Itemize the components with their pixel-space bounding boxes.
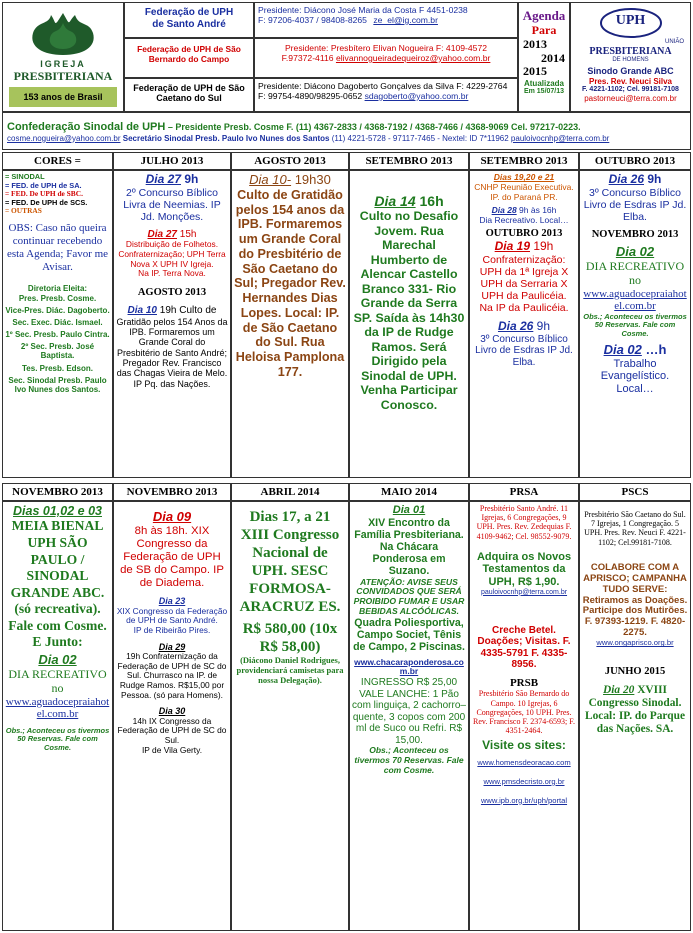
header-setembro-2013: SETEMBRO 2013 (349, 152, 469, 170)
logo-box (2, 2, 124, 112)
fed-scs-info: Presidente: Diácono Dagoberto Gonçalves da Silva F: 4229-2764 F: 99754-4890/98295-0652 sdagoberto@yahoo.com.br (254, 78, 518, 112)
header-novembro-2013: NOVEMBRO 2013 (2, 483, 113, 501)
header-novembro-2013-b: NOVEMBRO 2013 (113, 483, 231, 501)
julho-column: Dia 27 9h 2º Concurso Bíblico Livra de Neemias. IP Jd. Monções. Dia 27 15h Distribuição de Folhetos. Confraternização; UPH Terra Nova X UPH IV Igreja. Na IP. Terra Nova. AGOSTO 2013 Dia 10 19h Culto de Gratidão pelos 154 Anos da IPB. Formaremos um Grande Coral do Presbitério de Santo André; Pregador Rev. Francisco das Chagas Vieira de Melo. IP Pq. das Nações. (113, 170, 231, 478)
fed-sa-info: Presidente: Diácono José Maria da Costa F 4451-0238 F: 97206-4037 / 98408-8265 ze_el@ig.com.br (254, 2, 518, 38)
novembro-b-column: Dia 09 8h às 18h. XIX Congresso da Federação de UPH de SB do Campo. IP de Diadema. Dia 23 XIX Congresso da Federação de UPH de Santo André. IP de Ribeirão Pires. Dia 29 19h Confraternização da Federação de UPH de SC do Sul. Churrasco na IP. de Rudge Ramos. R$15,00 por Pessoa. (só para Homens). Dia 30 14h IX Congresso da Federação de UPH de SC do Sul. IP de Vila Gerty. (113, 501, 231, 931)
setembro-b-column: Dias 19,20 e 21 CNHP Reunião Executiva. IP. do Paraná PR. Dia 28 9h às 16h Dia Recreativo. Local… OUTUBRO 2013 Dia 19 19h Confraternização: UPH da 1ª Igreja X UPH da Serraria X UPH da Paulicéia. Na IP da Paulicéia. Dia 26 9h 3º Concurso Bíblico Livro de Esdras IP Jd. Elba. (469, 170, 579, 478)
prsa-column: Presbitério Santo André. 11 Igrejas, 6 Congregações, 9 UPH. Pres. Rev. Zedequias F. 4109-9462; Cel. 98552-9079. Adquira os Novos Testamentos da UPH, R$ 1,90. pauloivocnhp@terra.com.br Creche Betel. Doações; Visitas. F. 4335-5791 F. 4335-8956. PRSB Presbitério São Bernardo do Campo. 10 Igrejas, 6 Congregações, 10 UPH. Pres. Rev. Francisco F. 2374-6593; F. 4351-2464. Visite os sites: www.homensdeoracao.com www.pmsdecristo.org.br www.ipb.org.br/uph/portal (469, 501, 579, 931)
setembro-column: Dia 14 16h Culto no Desafio Jovem. Rua Marechal Humberto de Alencar Castello Branco 331- Rio Grande da Serra SP. Saída às 14h30 da IP de Rudge Ramos. Será Dirigido pela Sinodal de UPH. Venha Participar Conosco. (349, 170, 469, 478)
conf-email-2[interactable]: pauloivocnhp@terra.com.br (510, 133, 610, 143)
header-pscs: PSCS (579, 483, 691, 501)
outubro-column: Dia 26 9h 3º Concurso Bíblico Livro de Esdras IP Jd. Elba. NOVEMBRO 2013 Dia 02 DIA RECREATIVO no www.aguadoceprаiahotel.com.br Obs.; Aconteceu os tivermos 50 Reservas. Fale com Cosme. Dia 02 …h Trabalho Evangelístico. Local… (579, 170, 691, 478)
fed-scs-email[interactable]: sdagoberto@yahoo.com.br (364, 90, 469, 101)
uph-email[interactable]: pastorneuci@terra.com.br (584, 93, 677, 103)
pscs-column: Presbitério São Caetano do Sul. 7 Igrejas, 1 Congregação. 5 UPH. Pres. Rev. Neuci F. 4221-1102; Cel.99181-7108. COLABORE COM A APRISCO; CAMPANHA TUDO SERVE: Retiramos as Doações. Participe dos Mutirões. F. 97393-1219. F. 4820-2275. www.ongaprisco.org.br JUNHO 2015 Dia 20 XVIII Congresso Sinodal. Local: IP. do Parque das Nações. SA. (579, 501, 691, 931)
header-prsa: PRSA (469, 483, 579, 501)
uph-box: UPH UNIÃO PRESBITERIANA DE HOMENS Sinodo Grande ABC Pres. Rev. Neuci Silva F. 4221-1102; Cel. 99181-7108 pastorneuci@terra.com.br (570, 2, 691, 112)
nov1-link[interactable]: www.aguadoceprаiahotel.com.br (5, 695, 110, 721)
fed-sbc-email[interactable]: elivannogueiradequeiroz@yahoo.com.br (335, 52, 491, 63)
header-setembro-2013-b: SETEMBRO 2013 (469, 152, 579, 170)
uph-logo-icon: UPH (586, 7, 676, 39)
header-julho-2013: JULHO 2013 (113, 152, 231, 170)
fed-sa-name: Federação de UPH de Santo André (124, 2, 254, 38)
fed-sbc-name: Federação de UPH de São Bernardo do Campo (124, 38, 254, 78)
fed-sbc-info: Presidente: Presbítero Elivan Nogueira F: 4109-4572 F.97372-4116 elivannogueiradequeiroz@yahoo.com.br (254, 38, 518, 78)
header-cores: CORES = (2, 152, 113, 170)
prsa-email[interactable]: pauloivocnhp@terra.com.br (480, 588, 568, 596)
header-abril-2014: ABRIL 2014 (231, 483, 349, 501)
fed-scs-name: Federação de UPH de São Caetano do Sul (124, 78, 254, 112)
novembro-column: Dias 01,02 e 03 MEIA BIENAL UPH SÃO PAULO / SINODAL GRANDE ABC. (só recreativa). Fale com Cosme. E Junto: Dia 02 DIA RECREATIVO no www.aguadoceprаiahotel.com.br Obs.; Aconteceu os tivermos 50 Reservas. Fale com Cosme. (2, 501, 113, 931)
cores-column: = SINODAL = FED. de UPH de SA. = FED. De UPH de SBC. = FED. De UPH de SCS. = OUTRAS OBS: Caso não queira continuar recebendo esta Agenda; Favor me Avisar. Diretoria Eleita: Pres. Presb. Cosme. Vice-Pres. Diác. Dagoberto. Sec. Exec. Diác. Ismael. 1º Sec. Presb. Paulo Cintra. 2º Sec. Presb. José Baptista. Tes. Presb. Edson. Sec. Sinodal Presb. Paulo Ivo Nunes dos Santos. (2, 170, 113, 478)
logo-presbiteriana: PRESBITERIANA (13, 69, 113, 83)
maio-column: Dia 01 XIV Encontro da Família Presbiteriana. Na Chácara Ponderosa em Suzano. ATENÇÃO: AVISE SEUS CONVIDADOS QUE SERÁ PROIBIDO FUMAR E USAR BEBIDAS ALCÓÓLICAS. Quadra Poliesportiva, Campo Societ, Tênis de Campo, 2 Piscinas. www.chacaraponderosa.com.br INGRESSO R$ 25,00 VALE LANCHE: 1 Pão com linguiça, 2 cachorro–quente, 3 copos com 200 ml de Suco ou Refri. R$ 15,00. Obs.; Aconteceu os tivermos 70 Reservas. Fale com Cosme. (349, 501, 469, 931)
out-link[interactable]: www.aguadoceprаiahotel.com.br (583, 287, 687, 313)
logo-igreja: IGREJA (40, 59, 86, 69)
fed-sa-email[interactable]: ze_el@ig.com.br (373, 14, 438, 25)
agosto-column: Dia 10- 19h30 Culto de Gratidão pelos 154 anos da IPB. Formaremos um Grande Coral do Presbitério de São Caetano do Sul; Pregador Rev. Hernandes Dias Lopes. Local: IP. de São Caetano do Sul. Rua Heloisa Pamplona 177. (231, 170, 349, 478)
burning-bush-icon (23, 9, 103, 57)
pscs-link[interactable]: www.ongaprisco.org.br (596, 638, 674, 648)
header-maio-2014: MAIO 2014 (349, 483, 469, 501)
logo-badge: 153 anos de Brasil (9, 87, 117, 107)
conf-email-1[interactable]: cosme.nogueira@yahoo.com.br (7, 133, 121, 143)
header-agosto-2013: AGOSTO 2013 (231, 152, 349, 170)
header-outubro-2013: OUTUBRO 2013 (579, 152, 691, 170)
confederacao-bar: Confederação Sinodal de UPH – Presidente Presb. Cosme F. (11) 4367-2833 / 4368-7192 / 4368-7466 / 4368-9069 Cel. 97217-0223. cosme.nogueira@yahoo.com.br Secretário Sinodal Presb. Paulo Ivo Nunes dos Santos (11) 4221-5728 - 97117-7465 - Nextel: ID 7*11962 pauloivocnhp@terra.com.br (2, 112, 691, 150)
agenda-box: Agenda Para 2013 2014 2015 Atualizada Em 15/07/13 (518, 2, 570, 112)
site-ipb-uph[interactable]: www.ipb.org.br/uph/portal (480, 795, 568, 805)
site-pmsdecristo[interactable]: www.pmsdecristo.org.br (483, 776, 565, 786)
site-homensdeoracao[interactable]: www.homensdeoracao.com (477, 758, 571, 768)
abril-column: Dias 17, a 21 XIII Congresso Nacional de UPH. SESC FORMOSA-ARACRUZ ES. R$ 580,00 (10x R$ 58,00) (Diácono Daniel Rodrigues, providenciará camisetas para nossa Delegação). (231, 501, 349, 931)
mai-link[interactable]: www.chacaraponderosa.com.br (354, 656, 464, 677)
